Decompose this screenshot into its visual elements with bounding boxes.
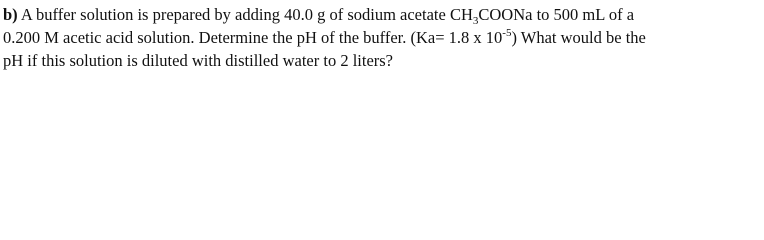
question-document [0,0,764,79]
question-line-1-text-a: A buffer solution is prepared by adding 40.0 g of sodium acetate CH [20,5,473,24]
subscript-3: 3 [472,15,479,27]
question-line-2-text-b: ) What would be the [511,28,646,47]
question-line-2 [3,26,764,49]
question-text [3,3,764,72]
superscript-exponent: -5 [502,27,512,39]
question-line-1 [3,3,764,26]
question-line-1-text-b: COONa to 500 mL of a [478,5,635,24]
question-label: b) [3,5,18,24]
question-line-2-text-a: 0.200 M acetic acid solution. Determine the pH of the buffer. (Ka= 1.8 x 10 [3,28,503,47]
question-line-3: pH if this solution is diluted with distilled water to 2 liters? [3,51,394,70]
